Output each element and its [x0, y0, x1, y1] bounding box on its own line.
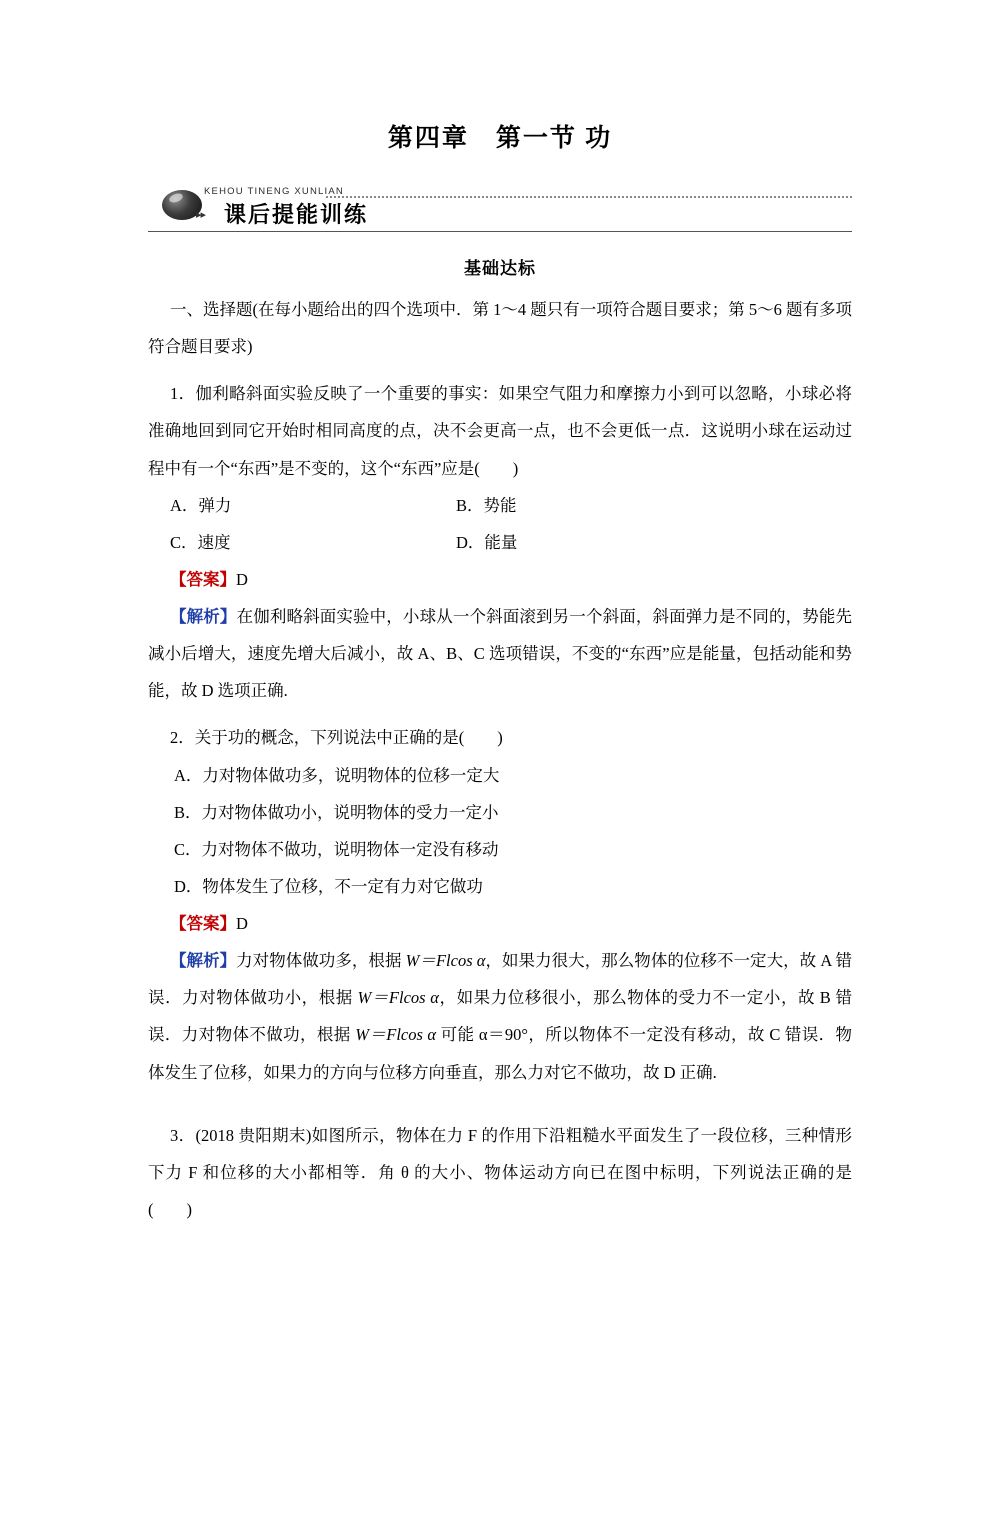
question-1-answer — [148, 561, 852, 598]
explain-seg-2: ，如果力很大，那么物体的位移不一定大，故 A 错误．力对物体做功小，根据 — [148, 951, 852, 1008]
question-1-options-row-2 — [148, 524, 852, 561]
banner-dotted-rule — [326, 196, 852, 198]
page-title: 第四章 第一节 功 — [387, 125, 613, 152]
question-2-option-d[interactable]: D．物体发生了位移，不一定有力对它做功 — [174, 876, 483, 896]
formula-2: W＝Flcos α — [357, 988, 439, 1008]
banner-title: 课后提能训练 — [224, 202, 369, 227]
answer-value: D — [236, 569, 248, 589]
question-2-answer — [148, 905, 852, 942]
question-1-explanation — [148, 598, 852, 709]
question-3-stem: 3．(2018 贵阳期末)如图所示，物体在力 F 的作用下沿粗糙水平面发生了一段位移，三种情形下力 F 和位移的大小都相等．角 θ 的大小、物体运动方向已在图中标明，下列说法正确的是( ) — [148, 1125, 853, 1219]
option-d[interactable]: D．能量 — [456, 532, 518, 552]
question-1-stem: 1．伽利略斜面实验反映了一个重要的事实：如果空气阻力和摩擦力小到可以忽略，小球必将准确地回到同它开始时相同高度的点，决不会更高一点，也不会更低一点．这说明小球在运动过程中有一个“东西”是不变的，这个“东西”应是( ) — [148, 384, 852, 478]
option-b[interactable]: B．势能 — [456, 495, 517, 515]
question-2-explanation — [148, 942, 852, 1091]
answer-tag: 【答案】 — [170, 569, 236, 589]
explain-seg-6: 可能 α＝90°，所以物体不一定没有移动，故 C 错误．物体发生了位移，如果力的方向与位移方向垂直，那么力对它不做功，故 D 正确. — [148, 1025, 853, 1082]
answer-value: D — [236, 914, 248, 933]
formula-1: W＝Flcos α — [405, 951, 486, 971]
banner-solid-rule — [148, 231, 852, 232]
answer-tag: 【答案】 — [170, 914, 236, 933]
question-1 — [148, 375, 852, 709]
banner-pinyin: KEHOU TINENG XUNLIAN — [204, 186, 344, 197]
question-2-option-c[interactable]: C．力对物体不做功，说明物体一定没有移动 — [174, 839, 499, 859]
question-2-option-b[interactable]: B．力对物体做功小，说明物体的受力一定小 — [174, 802, 499, 822]
question-2-stem: 2．关于功的概念，下列说法中正确的是( ) — [170, 728, 503, 748]
document-page — [0, 118, 1000, 1532]
part-one-lead: 一、选择题(在每小题给出的四个选项中．第 1～4 题只有一项符合题目要求；第 5～6 题有多项符合题目要求) — [148, 300, 852, 357]
question-1-number: 1． — [170, 384, 196, 404]
option-c[interactable]: C．速度 — [170, 532, 231, 552]
question-2 — [148, 719, 852, 1090]
question-2-number: 2． — [170, 728, 195, 748]
section-banner — [148, 186, 852, 232]
explain-seg-4: ，如果力位移很小，那么物体的受力不一定小，故 B 错误．力对物体不做功，根据 — [148, 988, 852, 1045]
question-3 — [148, 1117, 852, 1228]
question-2-option-a[interactable]: A．力对物体做功多，说明物体的位移一定大 — [174, 765, 500, 785]
section-heading: 基础达标 — [464, 259, 536, 278]
explain-seg-0: 力对物体做功多，根据 — [236, 951, 406, 971]
formula-3: W＝Flcos α — [355, 1025, 437, 1045]
explain-tag: 【解析】 — [170, 607, 237, 626]
question-1-options-row-1 — [148, 487, 852, 524]
option-a[interactable]: A．弹力 — [170, 495, 232, 515]
banner-arrows-icon: ▸▸ — [196, 209, 206, 221]
explain-text: 在伽利略斜面实验中，小球从一个斜面滚到另一个斜面，斜面弹力是不同的，势能先减小后增大，速度先增大后减小，故 A、B、C 选项错误，不变的“东西”应是能量，包括动能和势能，故 D 选项正确. — [148, 607, 853, 701]
question-3-number: 3． — [170, 1125, 196, 1145]
explain-tag: 【解析】 — [170, 951, 237, 971]
